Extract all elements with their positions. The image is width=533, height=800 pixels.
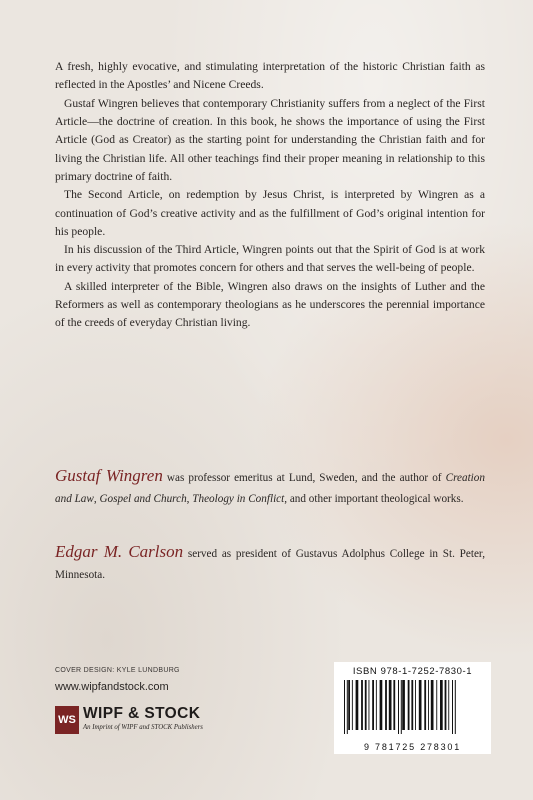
author-bio (55, 462, 485, 508)
barcode-bar (428, 680, 429, 730)
barcode-digits: 9 781725 278301 (363, 742, 462, 752)
separator: , (93, 492, 100, 505)
barcode-bar (440, 680, 443, 730)
barcode-bar (431, 680, 434, 730)
barcode-bar (376, 680, 377, 730)
book-title: Gospel and Church (99, 492, 187, 505)
publisher-imprint (55, 705, 255, 739)
author-bio-text: was professor emeritus at Lund, Sweden, and the author of (162, 472, 446, 484)
barcode-bar (361, 680, 363, 730)
barcode-bar (385, 680, 387, 730)
isbn-label: ISBN 978-1-7252-7830-1 (352, 666, 473, 677)
description-paragraph: A skilled interpreter of the Bible, Wingren also draws on the insights of Luther and the Reformers as well as contemporary theologians as he underscores the perennial importance of the creeds of everyday Christian living. (55, 279, 485, 330)
publisher-name: WIPF & STOCK (83, 705, 201, 722)
description-paragraph: A fresh, highly evocative, and stimulating interpretation of the historic Christian faith as reflected in the Apostles’ and Nicene Creeds. (55, 60, 485, 92)
barcode-bar (402, 680, 405, 730)
publisher-website: www.wipfandstock.com (55, 681, 169, 693)
barcode-bar (398, 680, 399, 734)
barcode-bar (380, 680, 383, 730)
separator: , (186, 492, 193, 505)
barcode-bar (356, 680, 359, 730)
barcode-bar (455, 680, 456, 734)
description-paragraph: In his discussion of the Third Article, Wingren points out that the Spirit of God is at work in every activity that promotes concern for others and that serves the well-being of people. (55, 243, 485, 275)
back-cover-description (55, 58, 485, 333)
author-bio-text: , and other important theological works. (284, 492, 464, 505)
barcode-bar (424, 680, 426, 730)
barcode-bar (401, 680, 402, 734)
book-title: Creation and Law (55, 472, 485, 505)
barcode-bar (344, 680, 345, 734)
barcode-bars (340, 680, 485, 738)
barcode-bar (347, 680, 348, 734)
translator-name: Edgar M. Carlson (55, 542, 184, 561)
barcode-bar (419, 680, 422, 730)
book-title: Theology in Conflict (192, 492, 285, 505)
barcode-bar (365, 680, 367, 730)
barcode-bar (348, 680, 350, 730)
barcode-bar (411, 680, 413, 730)
barcode-bar (448, 680, 449, 730)
barcode-bar (393, 680, 395, 730)
isbn-barcode (334, 662, 491, 754)
barcode-bar (415, 680, 416, 730)
translator-bio (55, 538, 485, 584)
barcode-bar (352, 680, 353, 730)
barcode-bar (408, 680, 410, 730)
barcode-bar (436, 680, 437, 730)
translator-bio-text: served as president of Gustavus Adolphus College in St. Peter, Minnesota. (55, 548, 485, 581)
publisher-logo: WS (55, 706, 79, 734)
description-paragraph: The Second Article, on redemption by Jesus Christ, is interpreted by Wingren as a continuation of God’s creative activity and as the fulfillment of God’s original intention for his people. (55, 188, 485, 238)
barcode-bar (445, 680, 447, 730)
author-name: Gustaf Wingren (55, 466, 163, 485)
barcode-bar (452, 680, 453, 734)
barcode-bar (389, 680, 392, 730)
publisher-subtitle: An Imprint of WIPF and STOCK Publishers (83, 724, 203, 731)
description-paragraph: Gustaf Wingren believes that contemporary Christianity suffers from a neglect of the First Article—the doctrine of creation. In this book, he shows the importance of using the First Article (God as Creator) as the starting point for understanding the Christian faith and for living the Christian life. All other teachings find their proper meaning in relationship to this primary doctrine of faith. (55, 96, 485, 183)
cover-design-credit: COVER DESIGN: KYLE LUNDBURG (55, 667, 180, 674)
barcode-bar (369, 680, 370, 730)
barcode-bar (372, 680, 374, 730)
